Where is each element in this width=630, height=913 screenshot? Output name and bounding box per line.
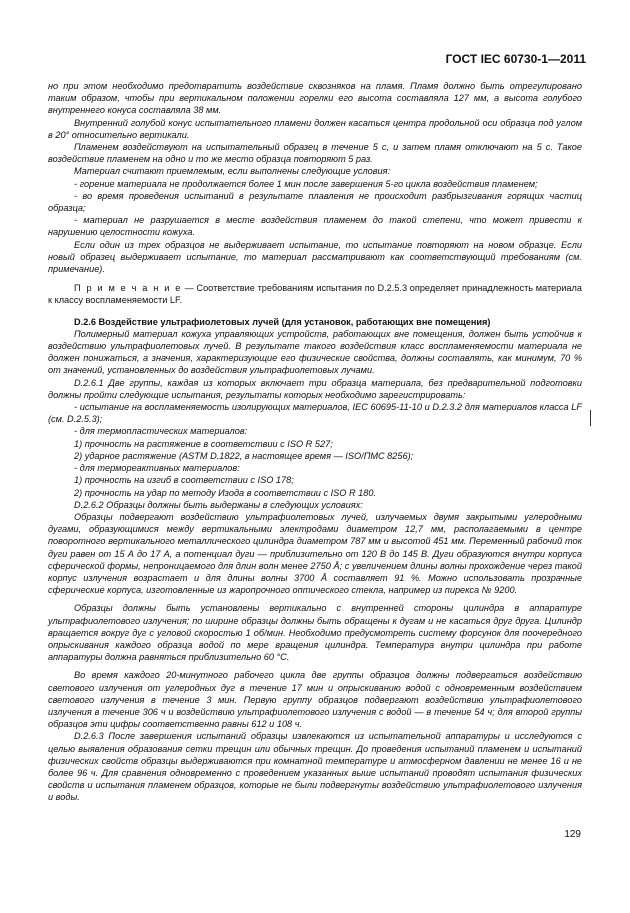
paragraph: - материал не разрушается в месте воздействия пламенем до такой степени, что может привести к нарушению целостности кожуха. <box>48 215 582 238</box>
document-header: ГОСТ IEC 60730-1—2011 <box>445 52 586 66</box>
paragraph: Материал считают приемлемым, если выполнены следующие условия: <box>74 166 391 177</box>
revision-bar <box>590 410 591 426</box>
note <box>48 282 582 306</box>
paragraph: Полимерный материал кожуха управляющих устройств, работающих вне помещения, должен быть устойчив к воздействию ультрафиолетовых лучей. В результате такого воздействия класс воспламеняемости материала не должен понижаться, а значения, характеризующие его физические свойства, должны составлять, как минимум, 70 % от значений, установленных до воздействия ультрафиолетовых лучами. <box>48 328 582 376</box>
list-item: 1) прочность на изгиб в соответствии с ISO 178; <box>74 475 294 486</box>
paragraph: Образцы подвергают воздействию ультрафиолетовых лучей, излучаемых двумя закрытыми углеродными дугами, образующимися между вертикальными электродами диаметром 12,7 мм, располагаемыми в центре поворотного вертикального металлического цилиндра диаметром 787 мм и высотой 451 мм. Переменный рабочий ток дуги равен от 15 А до 17 А, а потенциал дуги — приблизительно от 120 В до 145 В. Дуги образуются внутри корпуса сферической формы, непроницаемого для длин волн менее 2750 Å; с увеличением длины волны прохождение через такой корпус излучения возрастает и для длины волны 3700 Å составляет 91 %. Можно использовать прозрачные сферические корпуса, изготовленные из жаропрочного оптического стекла, например из пирекса № 9200. <box>48 511 582 596</box>
list-item: 2) ударное растяжение (ASTM D.1822, в настоящее время — ISO/ПМС 8256); <box>74 450 414 461</box>
list-item: 2) прочность на удар по методу Изода в соответствии с ISO R 180. <box>74 487 377 498</box>
list-item: - для термопластических материалов: <box>74 426 248 437</box>
list-item: - для термореактивных материалов: <box>74 463 240 474</box>
page-body <box>48 80 582 804</box>
note-label: П р и м е ч а н и е <box>74 283 182 294</box>
paragraph: Во время каждого 20-минутного рабочего цикла две группы образцов должны подвергаться воздействию светового излучения от углеродных дуг в течение 17 мин и опрыскиванию водой с одновременным воздействием светового излучения в течение 3 мин. Первую группу образцов подвергают воздействию ультрафиолетового излучения в течение 306 ч и воздействию ультрафиолетового излучения с водой — в течение 54 ч; для второй группы образцов эти цифры соответственно равны 612 и 108 ч. <box>48 670 582 730</box>
paragraph: - во время проведения испытаний в результате плавления не происходит разбрызгивания горящих частиц образца; <box>48 190 582 214</box>
list-item: - испытание на воспламеняемость изолирующих материалов, IEC 60695-11-10 и D.2.3.2 для материалов класса LF (см. D.2.5.3); <box>48 402 582 425</box>
paragraph: Внутренний голубой конус испытательного пламени должен касаться центра продольной оси образца под углом в 20° относительно вертикали. <box>48 117 582 140</box>
section-heading: D.2.6 Воздействие ультрафиолетовых лучей (для установок, работающих вне помещения) <box>74 316 491 327</box>
note-text: — Соответствие требованиям испытания по D.2.5.3 определяет принадлежность материала к классу воспламеняемости LF. <box>48 283 582 306</box>
paragraph: D.2.6.1 Две группы, каждая из которых включает три образца материала, без предварительной подготовки должны пройти следующие испытания, результаты которых необходимо зарегистрировать: <box>48 377 582 400</box>
paragraph: D.2.6.3 После завершения испытаний образцы извлекаются из испытательной аппаратуры и исследуются с целью выявления образования сетки трещин или обычных трещин. До проведения испытаний пламенем и испытаний физических свойств образцы выдерживаются при комнатной температуре и атмосферном давлении не менее 16 и не более 96 ч. Для сравнения одновременно с проведением указанных выше испытаний проводят испытания физических свойств и испытания пламенем образцов, которые не были подвергнуты воздействию ультрафиолетового излучения и воды. <box>48 731 582 803</box>
list-item: 1) прочность на растяжение в соответствии с ISO R 527; <box>74 438 333 449</box>
paragraph: но при этом необходимо предотвратить воздействие сквозняков на пламя. Пламя должно быть отрегулировано таким образом, чтобы при вертикальном положении горелки его высота составляла 127 мм, а высота голубого внутреннего конуса составляла 38 мм. <box>48 81 582 116</box>
paragraph: Пламенем воздействуют на испытательный образец в течение 5 с, и затем пламя отключают на 5 с. Такое воздействие пламенем на одно и то же место образца повторяют 5 раз. <box>48 142 582 165</box>
paragraph: Если один из трех образцов не выдерживает испытание, то испытание повторяют на новом образце. Если новый образец выдерживает испытание, то материал рассматривают как соответствующий требованиям (см. примечание). <box>48 239 582 275</box>
paragraph: Образцы должны быть установлены вертикально с внутренней стороны цилиндра в аппаратуре ультрафиолетового излучения; по ширине образцы должны быть обращены к дугам и не касаться друг друга. Цилиндр вращается вокруг дуг с угловой скоростью 1 об/мин. Необходимо предусмотреть систему форсунок для поочередного опрыскивания каждого образца водой по мере вращения цилиндра. Температура внутри цилиндра при работе аппаратуры должна равняться приблизительно 60 °С. <box>48 603 582 663</box>
paragraph: D.2.6.2 Образцы должны быть выдержаны в следующих условиях: <box>74 499 363 510</box>
page-number: 129 <box>564 829 581 840</box>
paragraph: - горение материала не продолжается более 1 мин после завершения 5-го цикла воздействия пламенем; <box>74 178 538 189</box>
